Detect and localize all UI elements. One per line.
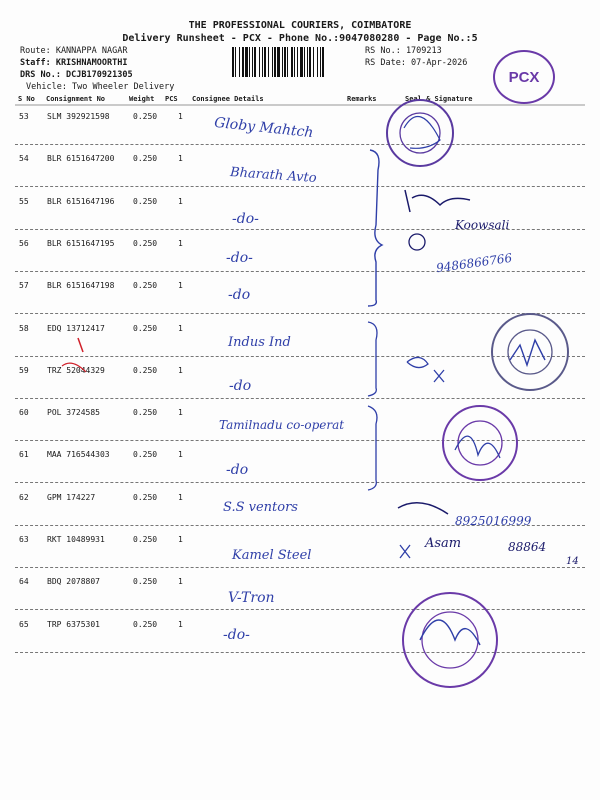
row-consignment: POL 3724585 [47,408,100,418]
runsheet-title: Delivery Runsheet - PCX - Phone No.:9047080280 - Page No.:5 [122,33,478,44]
row-sno: 64 [19,577,29,587]
hw-row62: S.S ventors [223,500,298,515]
row-consignment: SLM 392921598 [47,112,110,121]
row-sno: 55 [19,196,29,206]
row-sno: 62 [19,492,29,502]
vehicle-text: Vehicle: Two Wheeler Delivery [26,82,175,92]
row-weight: 0.250 [133,492,158,502]
row-pcs: 1 [178,365,183,375]
col-seal: Seal & Signature [405,95,473,103]
route-text: Route: KANNAPPA NAGAR [20,46,128,56]
row-weight: 0.250 [133,577,158,587]
hw-row56: -do- [226,250,253,266]
row-weight: 0.250 [133,323,158,333]
handwritten-phone-3: 88864 [508,540,547,554]
col-pcs: PCS [165,95,178,103]
hw-row65: -do- [223,627,250,643]
row-consignment: RKT 10489931 [47,535,105,544]
row-sno: 57 [19,281,29,291]
red-mark-row59 [62,363,86,372]
row-consignment: TRP 6375301 [47,619,100,629]
rs-date: RS Date: 07-Apr-2026 [365,58,468,68]
row-pcs: 1 [178,323,183,333]
row-weight: 0.250 [133,238,158,248]
col-consignee: Consignee Details [192,95,264,103]
col-consignment: Consignment No [46,95,106,103]
loop-mark-row59 [407,357,428,367]
signature-asam: Asam [425,536,462,551]
row-consignment: EDQ 13712417 [47,323,105,333]
col-remarks: Remarks [347,95,377,103]
row-consignment: GPM 174227 [47,492,96,502]
row-sno: 58 [19,323,29,333]
signature-name: Koowsali [455,218,510,232]
row-sno: 54 [19,154,29,164]
row-weight: 0.250 [133,450,158,460]
row-consignment: BDQ 2078807 [47,577,100,587]
row-pcs: 1 [178,619,183,629]
row-sno: 63 [19,535,29,544]
hw-row63: Kamel Steel [232,548,312,563]
row-pcs: 1 [178,112,183,121]
hw-row60: Tamilnadu co-operat [219,418,345,432]
handwritten-phone-1: 9486866766 [435,250,513,276]
row-sno: 61 [19,450,29,460]
x-mark-row59 [434,370,444,382]
row-weight: 0.250 [133,281,158,291]
row-pcs: 1 [178,492,183,502]
bracket-54-57 [368,150,382,306]
cooperative-seal-stamp [443,406,517,480]
row-sno: 65 [19,619,29,629]
circle-mark-row56 [409,234,425,250]
cbe-seal-stamp [403,593,497,687]
drs-text: DRS No.: DCJB170921305 [20,70,133,80]
pcx-stamp: PCX [493,50,555,104]
hw-row61: -do [226,462,249,478]
signature-row55 [405,190,470,212]
row-consignment: BLR 6151647196 [47,196,115,206]
row-pcs: 1 [178,408,183,418]
row-pcs: 1 [178,238,183,248]
signature-row62 [398,503,448,514]
row-weight: 0.250 [133,408,158,418]
row-sno: 56 [19,238,29,248]
staff-text: Staff: KRISHNAMOORTHI [20,58,128,68]
bracket-58-59 [368,322,377,396]
row-sno: 59 [19,365,29,375]
hw-row57: -do [228,287,251,303]
hw-row58: Indus Ind [228,335,291,350]
row-consignment: MAA 716544303 [47,450,110,460]
row-weight: 0.250 [133,619,158,629]
hw-row55: -do- [232,211,259,227]
col-weight: Weight [129,95,155,103]
row-consignment: BLR 6151647198 [47,281,115,291]
row-weight: 0.250 [133,154,158,164]
red-tick-row58 [78,338,83,352]
handwritten-14: 14 [566,556,579,567]
hw-row53: Globy Mahtch [213,114,315,142]
row-pcs: 1 [178,450,183,460]
company-title: THE PROFESSIONAL COURIERS, COIMBATORE [188,20,412,31]
handwritten-phone-2: 8925016999 [455,514,532,528]
bracket-60-61 [368,406,377,490]
row-pcs: 1 [178,577,183,587]
row-consignment: BLR 6151647200 [47,154,115,164]
global-seal-stamp [387,100,453,166]
row-pcs: 1 [178,281,183,291]
hw-row54: Bharath Avto [229,164,318,187]
row-weight: 0.250 [133,196,158,206]
row-pcs: 1 [178,535,183,544]
col-sno: S No [18,95,35,103]
row-weight: 0.250 [133,535,158,544]
row-sno: 53 [19,112,29,121]
hw-row59: -do [229,378,252,394]
row-consignment: BLR 6151647195 [47,238,115,248]
indusind-seal-stamp [492,314,568,390]
row-pcs: 1 [178,196,183,206]
row-sno: 60 [19,408,29,418]
hw-row64: V-Tron [228,590,275,606]
x-mark-row63 [400,545,410,558]
row-weight: 0.250 [133,365,158,375]
row-weight: 0.250 [133,112,158,121]
row-pcs: 1 [178,154,183,164]
rs-number: RS No.: 1709213 [365,46,442,56]
row-consignment: TRZ 52044329 [47,365,105,375]
